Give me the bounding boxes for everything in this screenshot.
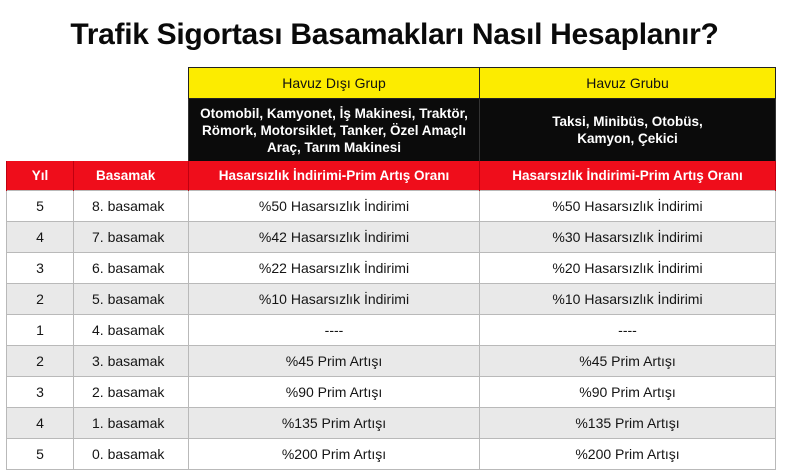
- vehicle-header-row: [7, 99, 776, 162]
- cell-pool: %10 Hasarsızlık İndirimi: [480, 284, 776, 315]
- table-row: [7, 439, 776, 470]
- column-header-step: Basamak: [74, 161, 189, 191]
- group-label-pool: Havuz Grubu: [480, 68, 776, 99]
- vehicles-non-pool: [189, 99, 480, 162]
- cell-step: 1. basamak: [74, 408, 189, 439]
- cell-pool: %200 Prim Artışı: [480, 439, 776, 470]
- table-row: [7, 346, 776, 377]
- column-header-row: [7, 161, 776, 191]
- cell-step: 6. basamak: [74, 253, 189, 284]
- vehicles-line: Taksi, Minibüs, Otobüs,: [552, 114, 703, 129]
- cell-step: 8. basamak: [74, 191, 189, 222]
- cell-pool: %90 Prim Artışı: [480, 377, 776, 408]
- cell-year: 2: [7, 346, 74, 377]
- cell-non-pool: %10 Hasarsızlık İndirimi: [189, 284, 480, 315]
- cell-year: 5: [7, 439, 74, 470]
- cell-step: 4. basamak: [74, 315, 189, 346]
- cell-non-pool: %90 Prim Artışı: [189, 377, 480, 408]
- cell-step: 5. basamak: [74, 284, 189, 315]
- table-row: [7, 315, 776, 346]
- cell-pool: %45 Prim Artışı: [480, 346, 776, 377]
- page-title: Trafik Sigortası Basamakları Nasıl Hesaplanır?: [70, 18, 719, 51]
- cell-pool: %135 Prim Artışı: [480, 408, 776, 439]
- cell-non-pool: %135 Prim Artışı: [189, 408, 480, 439]
- cell-year: 5: [7, 191, 74, 222]
- cell-pool: %50 Hasarsızlık İndirimi: [480, 191, 776, 222]
- cell-year: 2: [7, 284, 74, 315]
- table-row: [7, 408, 776, 439]
- cell-non-pool: %45 Prim Artışı: [189, 346, 480, 377]
- vehicles-pool: [480, 99, 776, 162]
- column-header-rate-non-pool: Hasarsızlık İndirimi-Prim Artış Oranı: [189, 161, 480, 191]
- cell-year: 3: [7, 253, 74, 284]
- group-label-non-pool: Havuz Dışı Grup: [189, 68, 480, 99]
- cell-non-pool: %50 Hasarsızlık İndirimi: [189, 191, 480, 222]
- cell-year: 4: [7, 408, 74, 439]
- cell-step: 0. basamak: [74, 439, 189, 470]
- table-row: [7, 284, 776, 315]
- cell-pool: %20 Hasarsızlık İndirimi: [480, 253, 776, 284]
- table-row: [7, 191, 776, 222]
- cell-pool: ----: [480, 315, 776, 346]
- cell-non-pool: %200 Prim Artışı: [189, 439, 480, 470]
- table-row: [7, 253, 776, 284]
- column-header-year: Yıl: [7, 161, 74, 191]
- group-header-row: [7, 68, 776, 99]
- basamak-table-wrapper: [6, 67, 776, 470]
- cell-non-pool: ----: [189, 315, 480, 346]
- cell-step: 2. basamak: [74, 377, 189, 408]
- table-row: [7, 222, 776, 253]
- cell-non-pool: %42 Hasarsızlık İndirimi: [189, 222, 480, 253]
- table-row: [7, 377, 776, 408]
- cell-step: 3. basamak: [74, 346, 189, 377]
- vehicles-line: Römork, Motorsiklet, Tanker, Özel Amaçlı: [201, 122, 467, 138]
- vehicles-line: Araç, Tarım Makinesi: [266, 139, 402, 155]
- cell-pool: %30 Hasarsızlık İndirimi: [480, 222, 776, 253]
- vehicles-line: Kamyon, Çekici: [577, 131, 678, 146]
- cell-year: 4: [7, 222, 74, 253]
- cell-year: 1: [7, 315, 74, 346]
- basamak-table: [6, 67, 776, 470]
- vehicles-line: Otomobil, Kamyonet, İş Makinesi, Traktör,: [200, 105, 468, 121]
- cell-year: 3: [7, 377, 74, 408]
- cell-step: 7. basamak: [74, 222, 189, 253]
- column-header-rate-pool: Hasarsızlık İndirimi-Prim Artış Oranı: [480, 161, 776, 191]
- cell-non-pool: %22 Hasarsızlık İndirimi: [189, 253, 480, 284]
